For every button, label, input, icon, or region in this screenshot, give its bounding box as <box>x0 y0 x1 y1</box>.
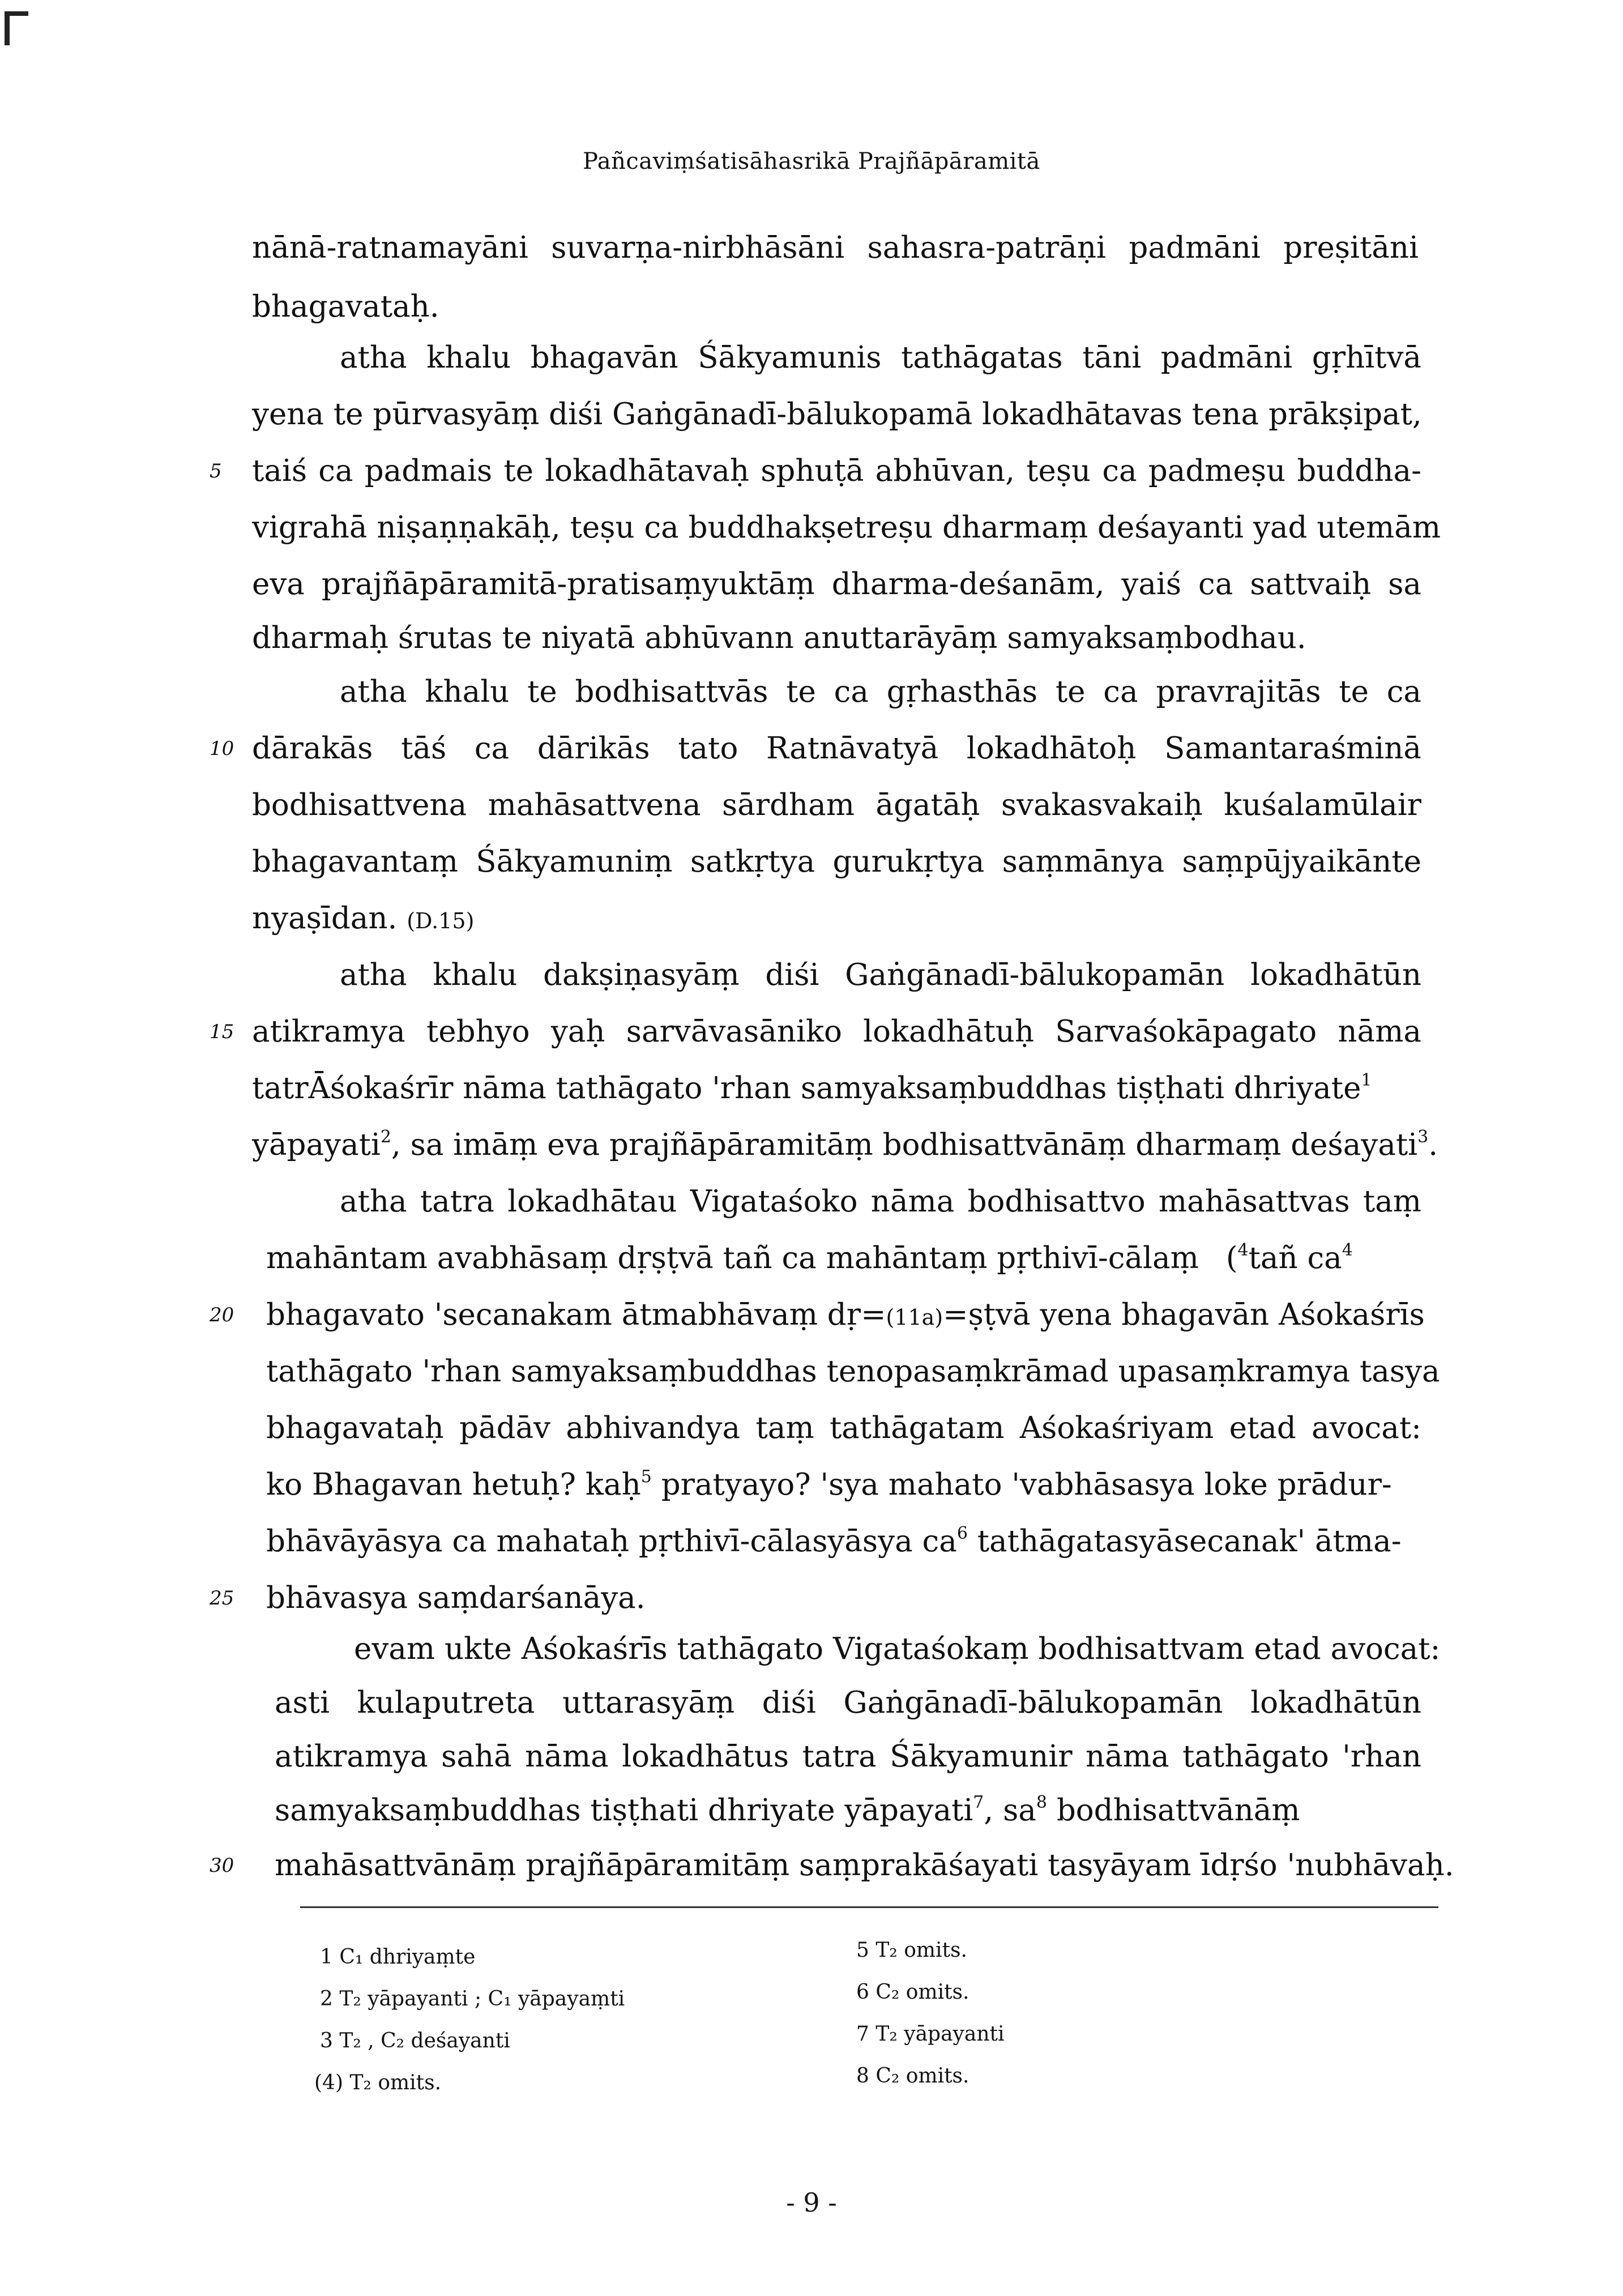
text-line-4: yena te pūrvasyāṃ diśi Gaṅgānadī-bālukopamā lokadhātavas tena prākṣipat, <box>252 397 1422 432</box>
text-line-2: bhagavataḥ. <box>252 289 439 324</box>
text-line-13 <box>252 901 474 939</box>
text-line-30: mahāsattvānāṃ prajñāpāramitāṃ saṃprakāśayati tasyāyam īdṛśo 'nubhāvaḥ. <box>275 1848 1454 1883</box>
line-20-text-a: bhagavato 'secanakam ātmabhāvaṃ dṛ= <box>266 1298 886 1332</box>
footnote-marker: 7 <box>973 1793 984 1812</box>
text-line-10: dārakās tāś ca dārikās tato Ratnāvatyā lokadhātoḥ Samantaraśminā <box>252 731 1421 766</box>
line-number-25: 25 <box>210 1587 234 1610</box>
footnote-marker: 1 <box>1361 1070 1372 1090</box>
text-line-24 <box>266 1523 1402 1560</box>
line-number-10: 10 <box>210 737 234 760</box>
footnote-7: 7 T₂ yāpayanti <box>856 2022 1005 2046</box>
text-line-16 <box>252 1070 1372 1107</box>
footnote-3: 3 T₂ , C₂ deśayanti <box>320 2029 510 2052</box>
line-24-text-a: bhāvāyāsya ca mahataḥ pṛthivī-cālasyāsya ca <box>266 1524 957 1559</box>
footnote-marker: 2 <box>380 1127 391 1147</box>
text-line-23 <box>266 1467 1392 1503</box>
text-line-18: atha tatra lokadhātau Vigataśoko nāma bodhisattvo mahāsattvas taṃ <box>340 1184 1421 1219</box>
footnote-marker: 4 <box>1342 1240 1353 1260</box>
line-number-30: 30 <box>210 1854 234 1877</box>
footnote-divider <box>300 1906 1438 1908</box>
text-line-27: asti kulaputreta uttarasyāṃ diśi Gaṅgānadī-bālukopamān lokadhātūn <box>275 1685 1421 1720</box>
footnote-marker: 4 <box>1237 1240 1249 1260</box>
footnote-5: 5 T₂ omits. <box>856 1939 967 1962</box>
text-line-22: bhagavataḥ pādāv abhivandya taṃ tathāgatam Aśokaśriyam etad avocat: <box>266 1411 1421 1445</box>
footnote-marker: 8 <box>1036 1793 1047 1812</box>
line-number-5: 5 <box>210 460 222 483</box>
footnote-6: 6 C₂ omits. <box>856 1981 969 2004</box>
line-19-text-b: tañ ca <box>1248 1241 1342 1275</box>
line-17-text-b: , sa imāṃ eva prajñāpāramitāṃ bodhisattvānāṃ dharmaṃ deśayati <box>391 1128 1418 1162</box>
text-line-6: vigrahā niṣaṇṇakāḥ, teṣu ca buddhakṣetreṣu dharmaṃ deśayanti yad utemām <box>252 510 1441 545</box>
page-number: - 9 - <box>786 2187 837 2218</box>
text-line-26: evam ukte Aśokaśrīs tathāgato Vigataśokaṃ bodhisattvam etad avocat: <box>354 1632 1441 1666</box>
text-line-28: atikramya sahā nāma lokadhātus tatra Śākyamunir nāma tathāgato 'rhan <box>275 1739 1421 1774</box>
line-17-text-c: . <box>1428 1128 1438 1162</box>
text-line-14: atha khalu dakṣiṇasyāṃ diśi Gaṅgānadī-bālukopamān lokadhātūn <box>340 958 1421 992</box>
running-header: Pañcaviṃśatisāhasrikā Prajñāpāramitā <box>583 148 1040 174</box>
crop-mark <box>5 11 28 16</box>
text-line-7: eva prajñāpāramitā-pratisaṃyuktāṃ dharma-deśanām, yaiś ca sattvaiḥ sa <box>252 567 1421 601</box>
text-line-5: taiś ca padmais te lokadhātavaḥ sphuṭā abhūvan, teṣu ca padmeṣu buddha- <box>252 454 1421 488</box>
text-line-17 <box>252 1127 1438 1163</box>
line-16-text: tatrĀśokaśrīr nāma tathāgato 'rhan samyaksaṃbuddhas tiṣṭhati dhriyate <box>252 1071 1361 1106</box>
footnote-8: 8 C₂ omits. <box>856 2064 969 2088</box>
line-20-text-b: =ṣṭvā yena bhagavān Aśokaśrīs <box>943 1298 1425 1332</box>
text-line-21: tathāgato 'rhan samyaksaṃbuddhas tenopasaṃkrāmad upasaṃkramya tasya <box>266 1354 1440 1389</box>
text-line-11: bodhisattvena mahāsattvena sārdham āgatāḥ svakasvakaiḥ kuśalamūlair <box>252 788 1421 822</box>
line-29-text-b: , sa <box>984 1793 1036 1828</box>
line-23-text-b: pratyayo? 'sya mahato 'vabhāsasya loke prādur- <box>651 1467 1392 1502</box>
text-line-20 <box>266 1297 1425 1335</box>
footnote-marker: 6 <box>956 1523 968 1543</box>
line-17-text-a: yāpayati <box>252 1128 381 1162</box>
text-line-9: atha khalu te bodhisattvās te ca gṛhasthās te ca pravrajitās te ca <box>340 675 1421 709</box>
line-24-text-b: tathāgatasyāsecanak' ātma- <box>967 1524 1402 1559</box>
text-line-1: nānā-ratnamayāni suvarṇa-nirbhāsāni sahasra-patrāṇi padmāni preṣitāni <box>252 231 1419 265</box>
footnote-marker: 3 <box>1417 1127 1429 1147</box>
text-line-25: bhāvasya saṃdarśanāya. <box>266 1581 646 1615</box>
footnote-1: 1 C₁ dhriyaṃte <box>320 1945 476 1969</box>
crop-mark <box>5 11 10 45</box>
line-19-text-a: mahāntam avabhāsaṃ dṛṣṭvā tañ ca mahāntaṃ pṛthivī-cālaṃ <box>266 1241 1199 1275</box>
footnote-4: (4) T₂ omits. <box>314 2071 442 2094</box>
folio-ref: (D.15) <box>407 908 475 933</box>
text-line-3: atha khalu bhagavān Śākyamunis tathāgatas tāni padmāni gṛhītvā <box>340 340 1421 375</box>
footnote-marker: 5 <box>640 1467 652 1487</box>
text-line-29 <box>275 1793 1300 1829</box>
text-line-8: dharmaḥ śrutas te niyatā abhūvann anuttarāyāṃ samyaksaṃbodhau. <box>252 621 1306 655</box>
line-number-20: 20 <box>210 1304 234 1326</box>
text-line-19 <box>266 1240 1353 1277</box>
text-line-12: bhagavantaṃ Śākyamuniṃ satkṛtya gurukṛtya saṃmānya saṃpūjyaikānte <box>252 844 1421 879</box>
line-29-text-c: bodhisattvānāṃ <box>1047 1793 1300 1828</box>
line-29-text-a: samyaksaṃbuddhas tiṣṭhati dhriyate yāpayati <box>275 1793 973 1828</box>
line-13-text: nyaṣīdan. <box>252 901 398 936</box>
line-number-15: 15 <box>210 1021 234 1043</box>
line-23-text-a: ko Bhagavan hetuḥ? kaḥ <box>266 1467 641 1502</box>
footnote-2: 2 T₂ yāpayanti ; C₁ yāpayaṃti <box>320 1987 625 2011</box>
folio-ref: (11a) <box>886 1305 943 1330</box>
line-19-paren: ( <box>1225 1241 1238 1275</box>
text-line-15: atikramya tebhyo yaḥ sarvāvasāniko lokadhātuḥ Sarvaśokāpagato nāma <box>252 1014 1421 1049</box>
